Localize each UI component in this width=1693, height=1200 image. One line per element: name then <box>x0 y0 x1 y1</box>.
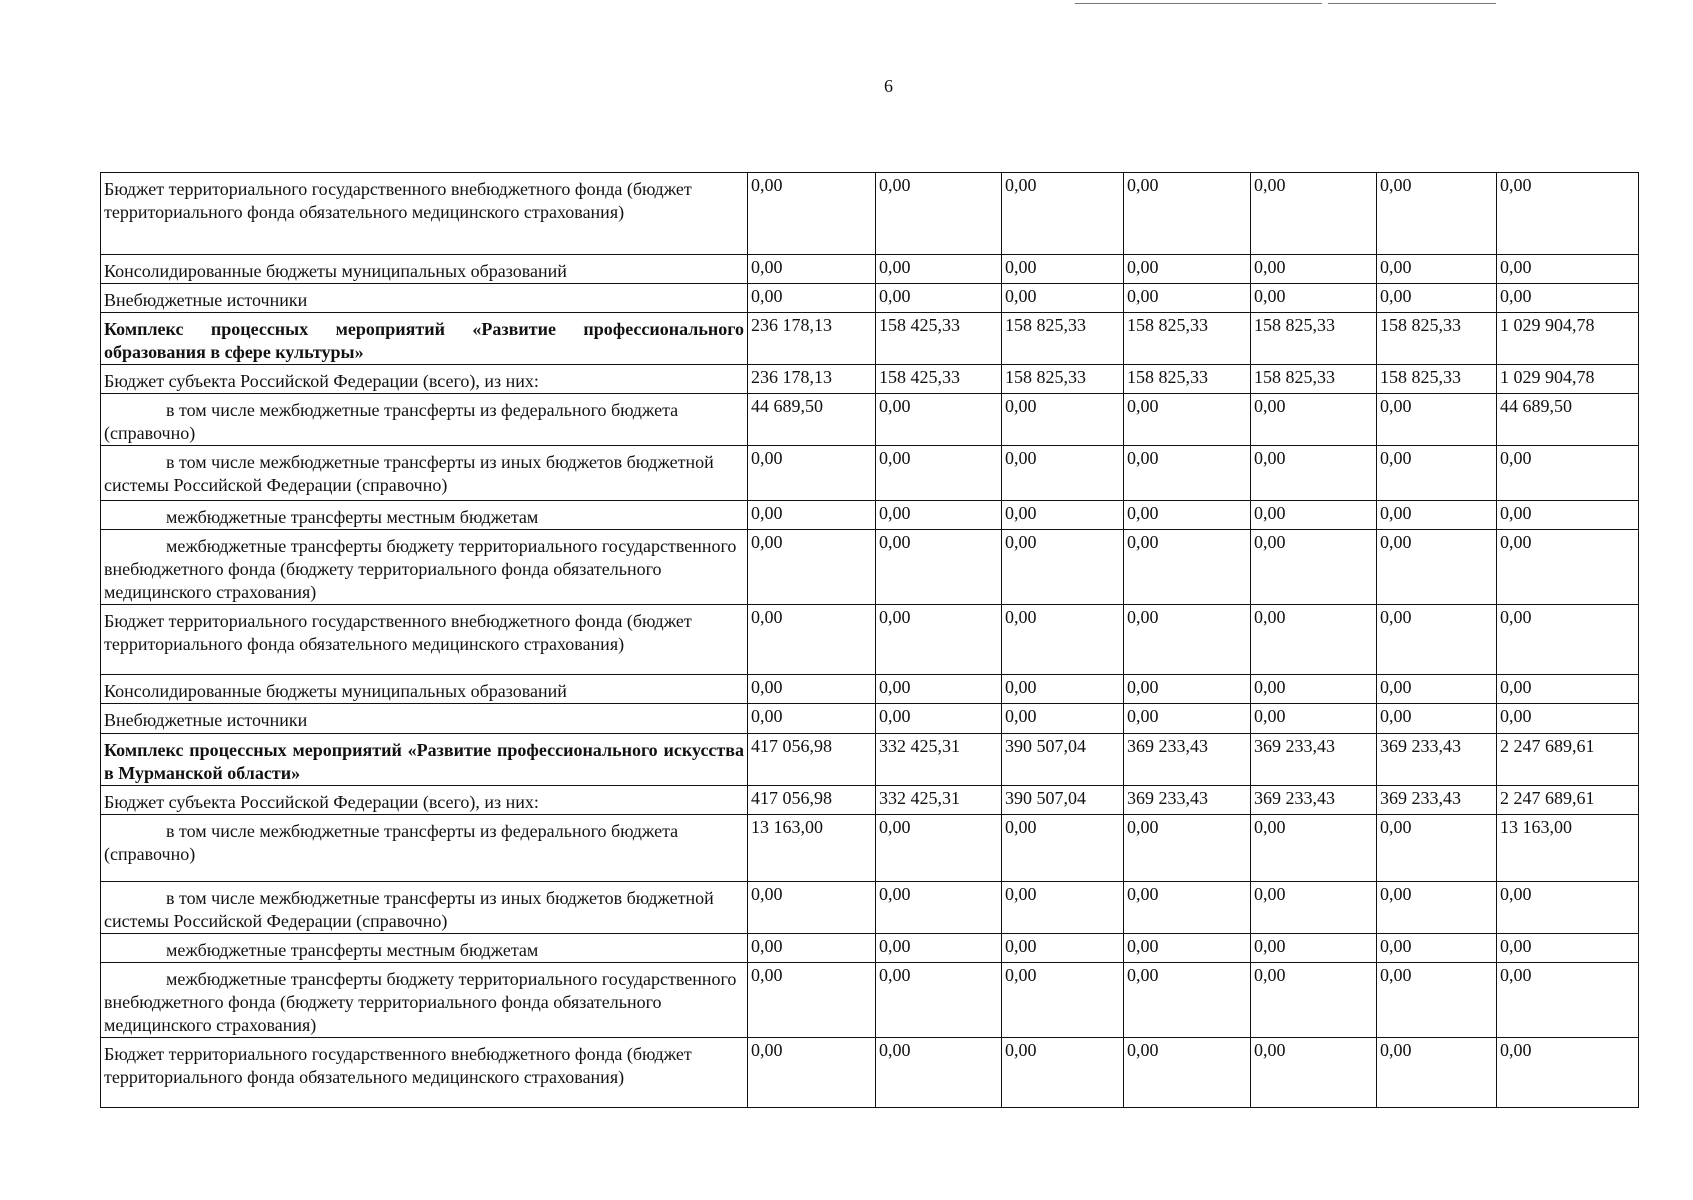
row-label: межбюджетные трансферты бюджету территориального государственного внебюджетного фонда (бюджету территориального фонда обязательного медицинского страхования) <box>101 963 748 1038</box>
row-label: в том числе межбюджетные трансферты из иных бюджетов бюджетной системы Российской Федерации (справочно) <box>101 446 748 501</box>
value-cell: 0,00 <box>1251 446 1377 501</box>
value-cell: 0,00 <box>1377 255 1497 284</box>
page-number: 6 <box>884 76 893 96</box>
value-cell: 0,00 <box>1377 530 1497 605</box>
value-cell: 0,00 <box>1251 675 1377 704</box>
value-cell: 0,00 <box>1251 934 1377 963</box>
value-cell: 0,00 <box>748 704 876 734</box>
table-row <box>101 963 1639 1038</box>
value-cell: 0,00 <box>1124 284 1251 313</box>
row-label: Бюджет территориального государственного внебюджетного фонда (бюджет территориального фонда обязательного медицинского страхования) <box>101 173 748 255</box>
value-cell: 0,00 <box>1377 675 1497 704</box>
value-cell: 0,00 <box>1377 704 1497 734</box>
value-cell: 0,00 <box>1002 173 1124 255</box>
value-cell: 0,00 <box>1124 704 1251 734</box>
value-cell: 0,00 <box>876 1038 1002 1108</box>
value-cell: 0,00 <box>1251 173 1377 255</box>
value-cell: 0,00 <box>1377 1038 1497 1108</box>
value-cell: 0,00 <box>1124 394 1251 446</box>
value-cell: 0,00 <box>1002 284 1124 313</box>
table-row <box>101 501 1639 530</box>
value-cell: 369 233,43 <box>1377 734 1497 786</box>
value-cell: 13 163,00 <box>748 815 876 882</box>
value-cell: 0,00 <box>1497 284 1639 313</box>
value-cell: 0,00 <box>1002 605 1124 675</box>
value-cell: 390 507,04 <box>1002 734 1124 786</box>
value-cell: 0,00 <box>1002 882 1124 934</box>
value-cell: 1 029 904,78 <box>1497 365 1639 394</box>
value-cell: 158 425,33 <box>876 365 1002 394</box>
value-cell: 0,00 <box>1124 173 1251 255</box>
value-cell: 0,00 <box>748 675 876 704</box>
table-row <box>101 786 1639 815</box>
value-cell: 0,00 <box>1002 815 1124 882</box>
value-cell: 2 247 689,61 <box>1497 786 1639 815</box>
value-cell: 0,00 <box>1251 605 1377 675</box>
value-cell: 0,00 <box>1251 882 1377 934</box>
value-cell: 0,00 <box>1251 394 1377 446</box>
value-cell: 0,00 <box>1497 173 1639 255</box>
value-cell: 369 233,43 <box>1251 786 1377 815</box>
value-cell: 44 689,50 <box>748 394 876 446</box>
row-label: Бюджет территориального государственного внебюджетного фонда (бюджет территориального фонда обязательного медицинского страхования) <box>101 605 748 675</box>
table-row <box>101 934 1639 963</box>
value-cell: 0,00 <box>876 934 1002 963</box>
value-cell: 390 507,04 <box>1002 786 1124 815</box>
value-cell: 0,00 <box>1124 255 1251 284</box>
value-cell: 0,00 <box>1377 501 1497 530</box>
value-cell: 0,00 <box>1497 882 1639 934</box>
value-cell: 0,00 <box>748 173 876 255</box>
row-label: Внебюджетные источники <box>101 704 748 734</box>
value-cell: 158 425,33 <box>876 313 1002 365</box>
value-cell: 0,00 <box>748 284 876 313</box>
value-cell: 0,00 <box>876 394 1002 446</box>
value-cell: 0,00 <box>876 530 1002 605</box>
table-row <box>101 675 1639 704</box>
value-cell: 0,00 <box>1377 815 1497 882</box>
value-cell: 0,00 <box>1251 501 1377 530</box>
row-label: Консолидированные бюджеты муниципальных образований <box>101 255 748 284</box>
table-row <box>101 255 1639 284</box>
value-cell: 0,00 <box>876 501 1002 530</box>
value-cell: 0,00 <box>1251 1038 1377 1108</box>
value-cell: 0,00 <box>876 255 1002 284</box>
value-cell: 0,00 <box>1002 446 1124 501</box>
value-cell: 0,00 <box>1497 934 1639 963</box>
table-row-section <box>101 313 1639 365</box>
value-cell: 0,00 <box>1002 501 1124 530</box>
table-row <box>101 446 1639 501</box>
value-cell: 0,00 <box>876 963 1002 1038</box>
row-label: Комплекс процессных мероприятий «Развитие профессионального образования в сфере культуры» <box>101 313 748 365</box>
value-cell: 369 233,43 <box>1124 786 1251 815</box>
table-row <box>101 365 1639 394</box>
value-cell: 0,00 <box>748 605 876 675</box>
value-cell: 0,00 <box>1002 255 1124 284</box>
value-cell: 0,00 <box>1124 605 1251 675</box>
table-row <box>101 394 1639 446</box>
value-cell: 0,00 <box>876 882 1002 934</box>
value-cell: 369 233,43 <box>1377 786 1497 815</box>
row-label: в том числе межбюджетные трансферты из иных бюджетов бюджетной системы Российской Федерации (справочно) <box>101 882 748 934</box>
value-cell: 0,00 <box>1377 934 1497 963</box>
value-cell: 158 825,33 <box>1002 365 1124 394</box>
row-label: межбюджетные трансферты бюджету территориального государственного внебюджетного фонда (бюджету территориального фонда обязательного медицинского страхования) <box>101 530 748 605</box>
value-cell: 0,00 <box>1251 284 1377 313</box>
value-cell: 0,00 <box>1497 530 1639 605</box>
value-cell: 0,00 <box>1377 963 1497 1038</box>
table-row-section <box>101 734 1639 786</box>
table-row <box>101 605 1639 675</box>
value-cell: 0,00 <box>1497 501 1639 530</box>
value-cell: 0,00 <box>1002 704 1124 734</box>
value-cell: 0,00 <box>1124 882 1251 934</box>
value-cell: 417 056,98 <box>748 786 876 815</box>
value-cell: 0,00 <box>1377 882 1497 934</box>
value-cell: 0,00 <box>1377 394 1497 446</box>
budget-table <box>100 172 1639 1108</box>
value-cell: 0,00 <box>1124 675 1251 704</box>
value-cell: 0,00 <box>1497 963 1639 1038</box>
value-cell: 0,00 <box>1124 815 1251 882</box>
value-cell: 0,00 <box>1124 963 1251 1038</box>
table-row <box>101 1038 1639 1108</box>
table-row <box>101 704 1639 734</box>
value-cell: 0,00 <box>1124 501 1251 530</box>
value-cell: 13 163,00 <box>1497 815 1639 882</box>
value-cell: 1 029 904,78 <box>1497 313 1639 365</box>
value-cell: 332 425,31 <box>876 734 1002 786</box>
table-row <box>101 882 1639 934</box>
value-cell: 0,00 <box>748 255 876 284</box>
value-cell: 0,00 <box>748 1038 876 1108</box>
value-cell: 0,00 <box>748 934 876 963</box>
value-cell: 0,00 <box>876 605 1002 675</box>
value-cell: 2 247 689,61 <box>1497 734 1639 786</box>
value-cell: 0,00 <box>748 446 876 501</box>
value-cell: 0,00 <box>1002 394 1124 446</box>
value-cell: 0,00 <box>1002 934 1124 963</box>
value-cell: 0,00 <box>1377 605 1497 675</box>
value-cell: 0,00 <box>1251 530 1377 605</box>
row-label: межбюджетные трансферты местным бюджетам <box>101 934 748 963</box>
value-cell: 158 825,33 <box>1377 365 1497 394</box>
value-cell: 0,00 <box>876 446 1002 501</box>
value-cell: 0,00 <box>1251 255 1377 284</box>
value-cell: 0,00 <box>748 530 876 605</box>
scan-artifact-line <box>1112 3 1322 4</box>
value-cell: 0,00 <box>1497 605 1639 675</box>
value-cell: 158 825,33 <box>1002 313 1124 365</box>
value-cell: 369 233,43 <box>1251 734 1377 786</box>
row-label: Бюджет субъекта Российской Федерации (всего), из них: <box>101 786 748 815</box>
value-cell: 158 825,33 <box>1124 313 1251 365</box>
value-cell: 0,00 <box>1124 934 1251 963</box>
value-cell: 0,00 <box>1497 704 1639 734</box>
row-label: Бюджет территориального государственного внебюджетного фонда (бюджет территориального фонда обязательного медицинского страхования) <box>101 1038 748 1108</box>
row-label: в том числе межбюджетные трансферты из федерального бюджета (справочно) <box>101 394 748 446</box>
value-cell: 158 825,33 <box>1251 313 1377 365</box>
value-cell: 0,00 <box>1251 963 1377 1038</box>
table-row <box>101 284 1639 313</box>
value-cell: 158 825,33 <box>1251 365 1377 394</box>
value-cell: 417 056,98 <box>748 734 876 786</box>
value-cell: 0,00 <box>1497 675 1639 704</box>
value-cell: 0,00 <box>1002 530 1124 605</box>
value-cell: 0,00 <box>1002 1038 1124 1108</box>
row-label: Бюджет субъекта Российской Федерации (всего), из них: <box>101 365 748 394</box>
value-cell: 0,00 <box>1497 446 1639 501</box>
value-cell: 0,00 <box>1124 530 1251 605</box>
row-label: межбюджетные трансферты местным бюджетам <box>101 501 748 530</box>
value-cell: 0,00 <box>1251 704 1377 734</box>
value-cell: 332 425,31 <box>876 786 1002 815</box>
value-cell: 0,00 <box>1377 173 1497 255</box>
table-row <box>101 530 1639 605</box>
value-cell: 0,00 <box>748 963 876 1038</box>
value-cell: 0,00 <box>1497 1038 1639 1108</box>
value-cell: 369 233,43 <box>1124 734 1251 786</box>
value-cell: 0,00 <box>1124 1038 1251 1108</box>
value-cell: 236 178,13 <box>748 365 876 394</box>
row-label: в том числе межбюджетные трансферты из федерального бюджета (справочно) <box>101 815 748 882</box>
value-cell: 0,00 <box>1002 963 1124 1038</box>
value-cell: 0,00 <box>1377 446 1497 501</box>
value-cell: 0,00 <box>876 675 1002 704</box>
value-cell: 0,00 <box>876 173 1002 255</box>
row-label: Консолидированные бюджеты муниципальных образований <box>101 675 748 704</box>
value-cell: 236 178,13 <box>748 313 876 365</box>
value-cell: 0,00 <box>1124 446 1251 501</box>
value-cell: 0,00 <box>748 882 876 934</box>
value-cell: 0,00 <box>1002 675 1124 704</box>
value-cell: 0,00 <box>1497 255 1639 284</box>
table-row <box>101 815 1639 882</box>
row-label: Комплекс процессных мероприятий «Развитие профессионального искусства в Мурманской области» <box>101 734 748 786</box>
value-cell: 158 825,33 <box>1377 313 1497 365</box>
value-cell: 0,00 <box>876 704 1002 734</box>
value-cell: 44 689,50 <box>1497 394 1639 446</box>
value-cell: 158 825,33 <box>1124 365 1251 394</box>
table-row <box>101 173 1639 255</box>
scan-artifact-line <box>1328 3 1496 4</box>
value-cell: 0,00 <box>876 284 1002 313</box>
value-cell: 0,00 <box>1377 284 1497 313</box>
value-cell: 0,00 <box>748 501 876 530</box>
budget-table-body <box>101 173 1639 1108</box>
value-cell: 0,00 <box>876 815 1002 882</box>
row-label: Внебюджетные источники <box>101 284 748 313</box>
value-cell: 0,00 <box>1251 815 1377 882</box>
